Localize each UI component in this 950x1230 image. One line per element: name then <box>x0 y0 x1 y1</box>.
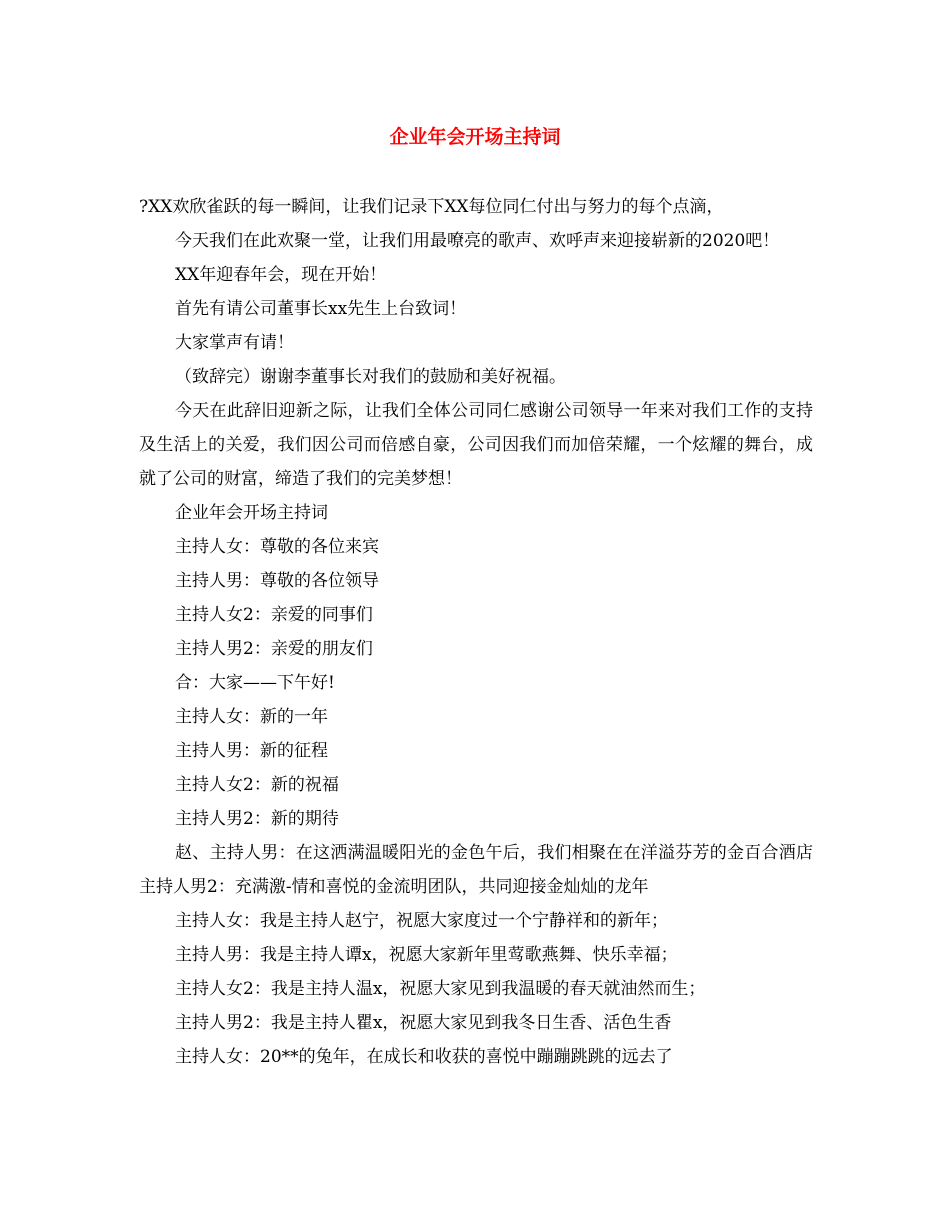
paragraph: 主持人女：20**的兔年，在成长和收获的喜悦中蹦蹦跳跳的远去了 <box>175 1047 673 1067</box>
paragraph: 主持人男：尊敬的各位领导 <box>175 571 379 591</box>
paragraph: XX年迎春年会，现在开始！ <box>175 265 387 285</box>
paragraph: 主持人男2：亲爱的朋友们 <box>175 639 373 659</box>
paragraph: （致辞完）谢谢李董事长对我们的鼓励和美好祝福。 <box>175 367 566 387</box>
paragraph: 企业年会开场主持词 <box>175 503 328 523</box>
paragraph: ?XX欢欣雀跃的每一瞬间，让我们记录下XX每位同仁付出与努力的每个点滴， <box>139 197 724 217</box>
paragraph: 今天我们在此欢聚一堂，让我们用最嘹亮的歌声、欢呼声来迎接崭新的2020吧！ <box>175 231 780 251</box>
paragraph: 首先有请公司董事长xx先生上台致词！ <box>175 299 467 319</box>
paragraph: 合：大家——下午好! <box>175 673 335 693</box>
paragraph: 主持人女2：我是主持人温x，祝愿大家见到我温暖的春天就油然而生； <box>175 979 706 999</box>
paragraph: 主持人女：我是主持人赵宁，祝愿大家度过一个宁静祥和的新年； <box>175 911 668 931</box>
paragraph: 赵、主持人男：在这洒满温暖阳光的金色午后，我们相聚在在洋溢芬芳的金百合酒店 主持人男2：充满激-情和喜悦的金流明团队，共同迎接金灿灿的龙年 <box>139 843 813 897</box>
paragraph: 主持人女：尊敬的各位来宾 <box>175 537 379 557</box>
paragraph: 主持人男2：我是主持人瞿x，祝愿大家见到我冬日生香、活色生香 <box>175 1013 672 1033</box>
paragraph: 主持人女：新的一年 <box>175 707 328 727</box>
paragraph: 主持人女2：亲爱的同事们 <box>175 605 373 625</box>
paragraph: 主持人男：新的征程 <box>175 741 328 761</box>
paragraph: 主持人男2：新的期待 <box>175 809 339 829</box>
paragraph: 主持人男：我是主持人谭x，祝愿大家新年里莺歌燕舞、快乐幸福； <box>175 945 678 965</box>
document-body <box>139 190 813 1074</box>
paragraph: 今天在此辞旧迎新之际，让我们全体公司同仁感谢公司领导一年来对我们工作的支持及生活上的关爱，我们因公司而倍感自豪，公司因我们而加倍荣耀，一个炫耀的舞台，成就了公司的财富，缔造了我们的完美梦想！ <box>139 401 813 489</box>
document-title: 企业年会开场主持词 <box>389 126 561 148</box>
paragraph: 大家掌声有请！ <box>175 333 294 353</box>
paragraph: 主持人女2：新的祝福 <box>175 775 339 795</box>
